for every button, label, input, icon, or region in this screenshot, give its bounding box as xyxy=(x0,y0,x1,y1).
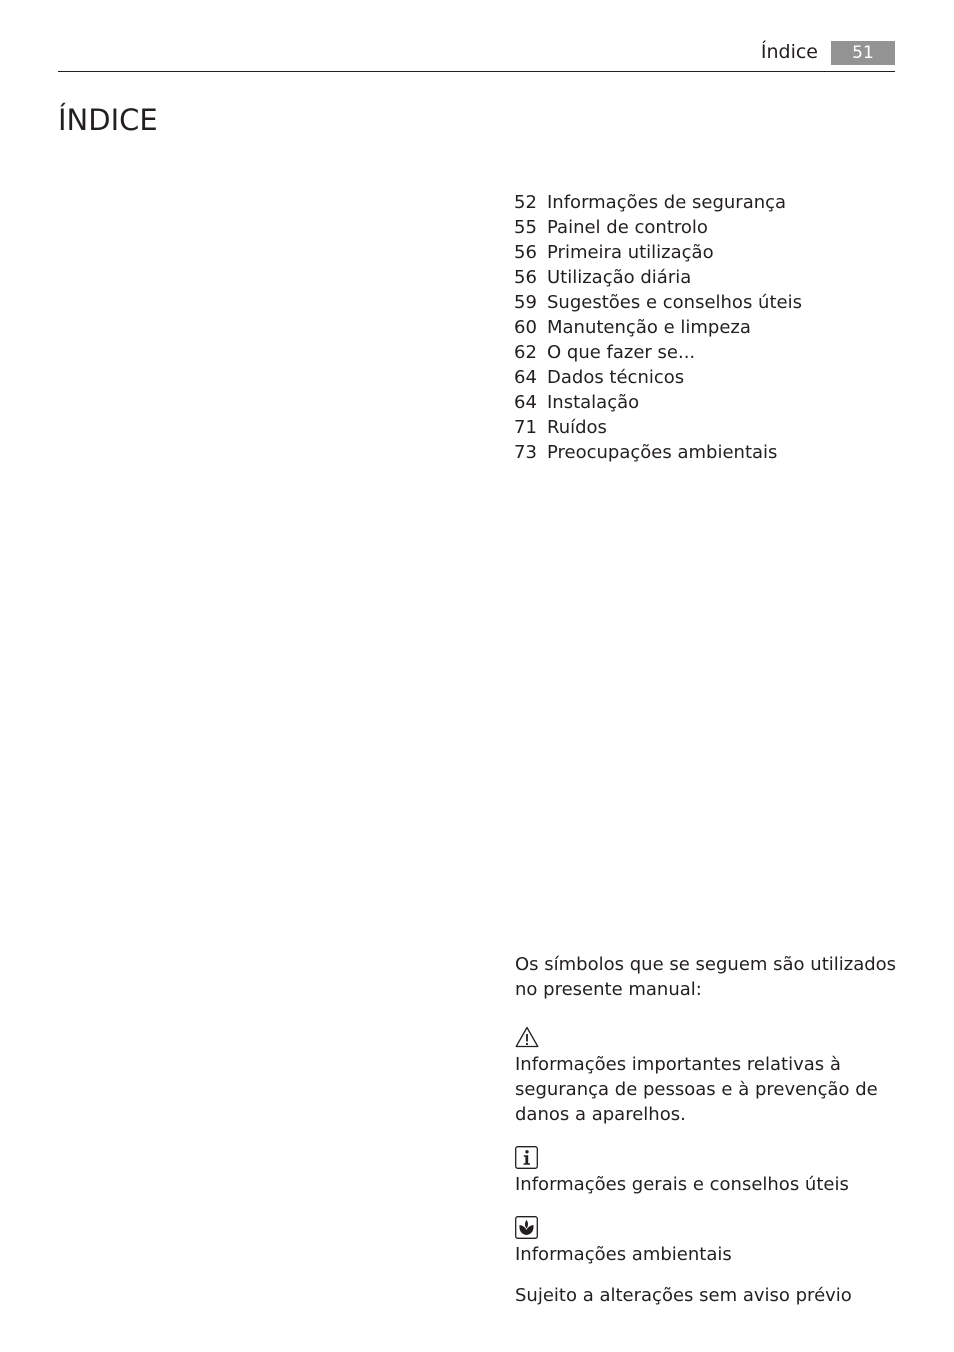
toc-title: Sugestões e conselhos úteis xyxy=(547,292,802,313)
toc-page-number: 64 xyxy=(514,367,537,388)
toc-title: Ruídos xyxy=(547,417,607,438)
environment-info-text: Informações ambientais xyxy=(515,1244,732,1265)
toc-page-number: 60 xyxy=(514,317,537,338)
toc-entry[interactable] xyxy=(514,290,802,315)
symbols-intro: Os símbolos que se seguem são utilizados no presente manual: xyxy=(515,954,897,1000)
toc-page-number: 59 xyxy=(514,292,537,313)
toc-title: Painel de controlo xyxy=(547,217,708,238)
toc-entry[interactable] xyxy=(514,265,802,290)
toc-entry[interactable] xyxy=(514,315,802,340)
toc-entry[interactable] xyxy=(514,390,802,415)
toc-entry[interactable] xyxy=(514,190,802,215)
toc-page-number: 62 xyxy=(514,342,537,363)
warning-info-text: Informações importantes relativas à segurança de pessoas e à prevenção de danos a aparelhos. xyxy=(515,1054,878,1125)
warning-triangle-icon xyxy=(515,1026,539,1052)
toc-title: Primeira utilização xyxy=(547,242,714,263)
header-section-label: Índice xyxy=(760,41,818,63)
page-number-badge: 51 xyxy=(831,41,895,65)
toc-entry[interactable] xyxy=(514,365,802,390)
toc-page-number: 56 xyxy=(514,242,537,263)
info-icon xyxy=(515,1146,538,1173)
table-of-contents xyxy=(514,190,802,465)
toc-title: Manutenção e limpeza xyxy=(547,317,751,338)
toc-entry[interactable] xyxy=(514,415,802,440)
toc-page-number: 73 xyxy=(514,442,537,463)
toc-entry[interactable] xyxy=(514,215,802,240)
toc-page-number: 55 xyxy=(514,217,537,238)
header-divider xyxy=(58,71,895,72)
toc-title: O que fazer se... xyxy=(547,342,696,363)
toc-page-number: 52 xyxy=(514,192,537,213)
toc-page-number: 64 xyxy=(514,392,537,413)
toc-entry[interactable] xyxy=(514,440,802,465)
toc-title: Preocupações ambientais xyxy=(547,442,778,463)
page-title: ÍNDICE xyxy=(58,103,158,137)
environment-leaf-icon xyxy=(515,1216,538,1243)
toc-title: Dados técnicos xyxy=(547,367,685,388)
toc-page-number: 71 xyxy=(514,417,537,438)
footer-note: Sujeito a alterações sem aviso prévio xyxy=(515,1285,852,1306)
toc-page-number: 56 xyxy=(514,267,537,288)
toc-entry[interactable] xyxy=(514,240,802,265)
toc-entry[interactable] xyxy=(514,340,802,365)
toc-title: Instalação xyxy=(547,392,640,413)
general-info-text: Informações gerais e conselhos úteis xyxy=(515,1174,849,1195)
toc-title: Informações de segurança xyxy=(547,192,787,213)
toc-title: Utilização diária xyxy=(547,267,692,288)
